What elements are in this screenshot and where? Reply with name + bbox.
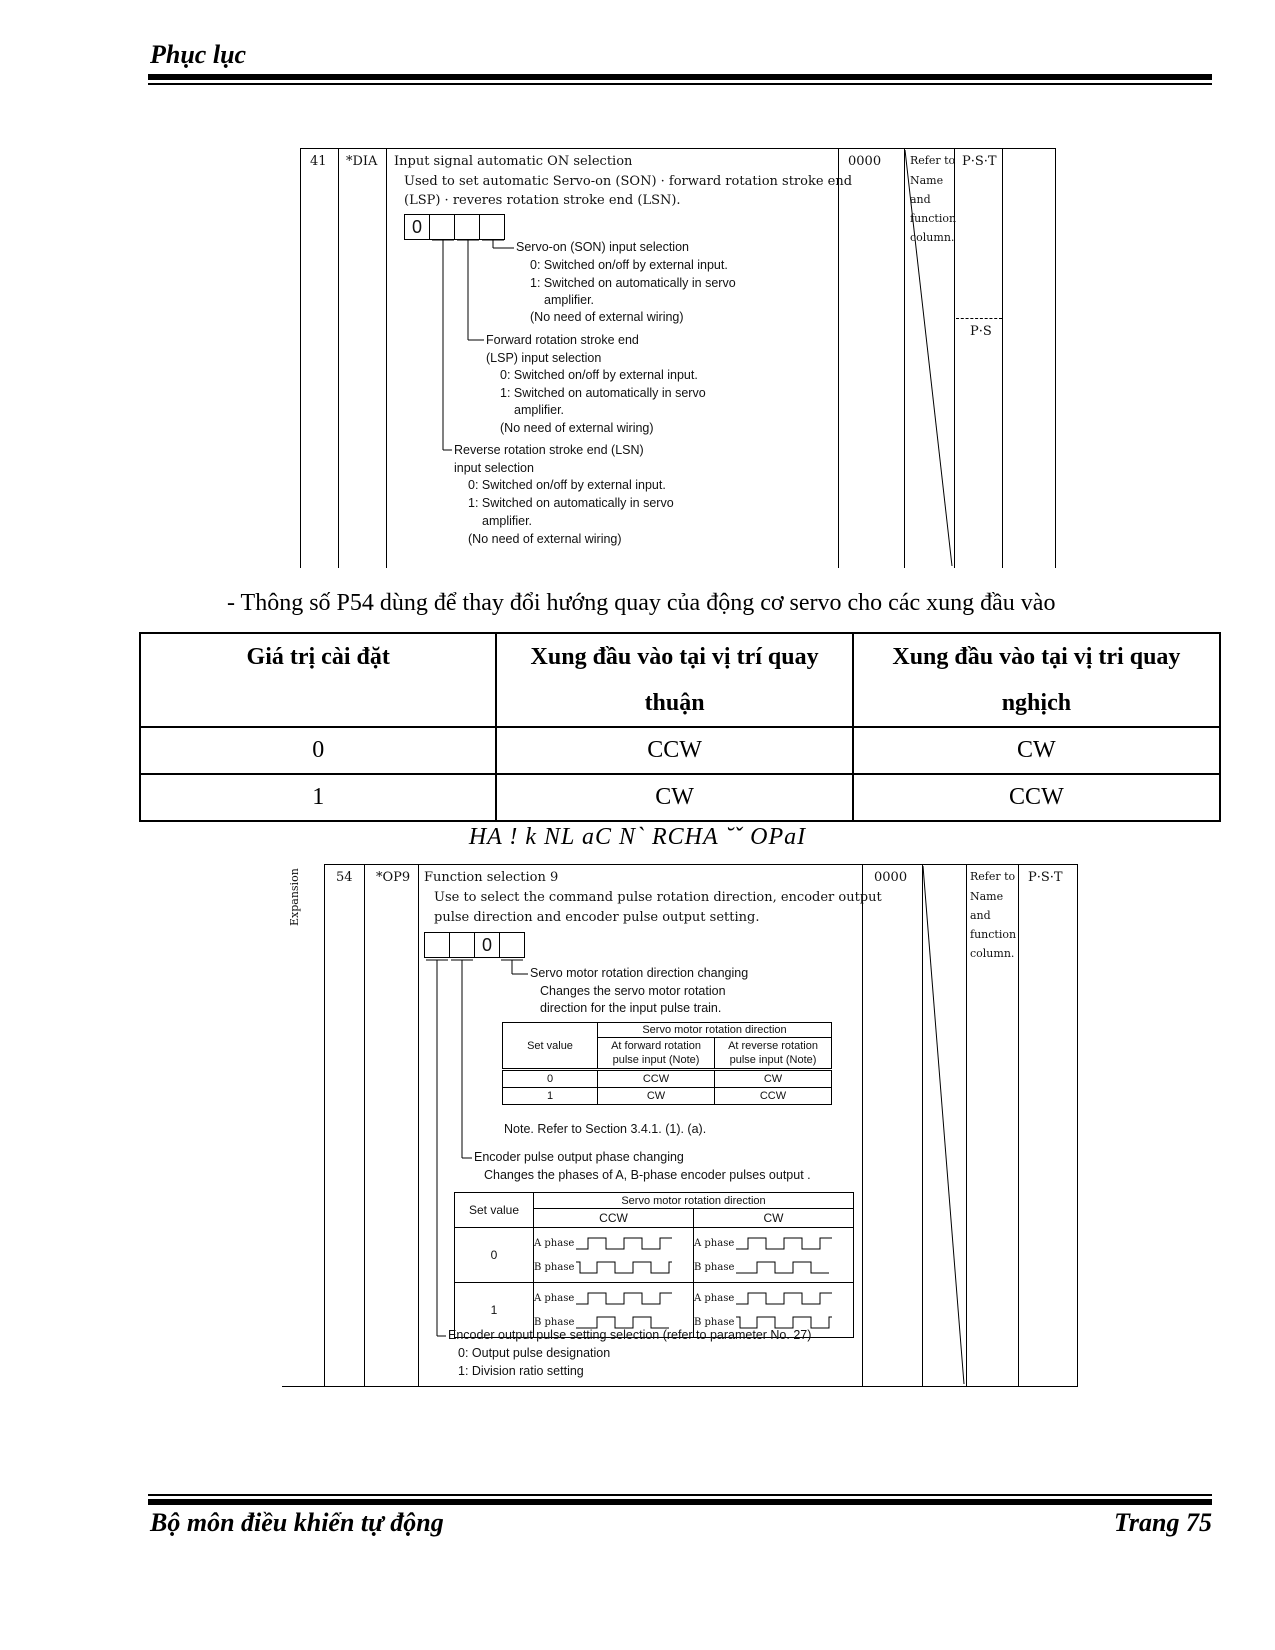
- a-phase-label: A phase: [694, 1292, 735, 1304]
- param41-unit1: Refer to: [910, 154, 956, 167]
- dir-col-fwd-line2: pulse input (Note): [612, 1054, 700, 1066]
- lsn-title2: input selection: [454, 461, 534, 475]
- dir-table-col-fwd: [598, 1038, 715, 1070]
- p54-setting-table: [139, 632, 1221, 822]
- param41-mode2: P·S: [970, 324, 992, 339]
- param54-desc1: Use to select the command pulse rotation direction, encoder output: [434, 890, 882, 905]
- param54-unit1: Refer to: [970, 870, 1016, 883]
- param54-unit2: Name: [970, 890, 1004, 903]
- param54-name: Function selection 9: [424, 870, 559, 885]
- dir-desc2: direction for the input pulse train.: [540, 1001, 722, 1015]
- param41-mode: P·S·T: [962, 154, 997, 169]
- dir-col-fwd-line1: At forward rotation: [611, 1040, 701, 1052]
- lsp-opt1b: amplifier.: [514, 403, 565, 417]
- b-phase-wave: [734, 1259, 834, 1275]
- page-header-title: Phục lục: [150, 40, 247, 69]
- param54-table: [282, 864, 1078, 1388]
- param41-desc2: (LSP) · reveres rotation stroke end (LSN).: [404, 193, 681, 208]
- param54-group: Expansion: [288, 868, 301, 926]
- table-cell: CW: [853, 727, 1220, 774]
- b-phase-label: B phase: [694, 1316, 735, 1328]
- dir-table-setvalue: Set value: [503, 1023, 598, 1070]
- param41-unit5: column.: [910, 231, 955, 244]
- dir-table-row: [503, 1088, 832, 1105]
- header-rule-thick: [148, 74, 1212, 80]
- b-phase-label: B phase: [694, 1261, 735, 1273]
- garbled-caption: HA ! k NL aC N` RCHA ˘ˇ OPaI: [468, 824, 807, 850]
- out-opt0: 0: Output pulse designation: [458, 1346, 611, 1360]
- param41-symbol: *DIA: [346, 154, 378, 169]
- table-header: Xung đầu vào tại vị tri quay nghịch: [853, 633, 1220, 727]
- out-opt1: 1: Division ratio setting: [458, 1364, 584, 1378]
- param41-unit2: Name: [910, 174, 944, 187]
- param54-initial: 0000: [874, 870, 908, 885]
- a-phase-label: A phase: [694, 1237, 735, 1249]
- dir-table: [502, 1022, 832, 1105]
- param41-no: 41: [310, 154, 327, 169]
- dir-table-col-rev: [715, 1038, 832, 1070]
- param41-mode-divider: [956, 318, 1002, 319]
- param41-table: [300, 148, 1056, 568]
- enc-table-group: Servo motor rotation direction: [534, 1193, 854, 1209]
- a-phase-label: A phase: [534, 1237, 575, 1249]
- a-phase-wave: [574, 1290, 674, 1306]
- a-phase-label: A phase: [534, 1292, 575, 1304]
- out-title: Encoder output pulse setting selection (refer to parameter No. 27): [448, 1328, 812, 1342]
- param41-digit-box: 0: [404, 214, 430, 240]
- param54-unit4: function: [970, 928, 1017, 941]
- param54-desc2: pulse direction and encoder pulse output setting.: [434, 910, 760, 925]
- footer-rule-thin: [148, 1494, 1212, 1496]
- dir-title: Servo motor rotation direction changing: [530, 966, 749, 980]
- footer-department: Bộ môn điều khiển tự động: [150, 1508, 444, 1537]
- param41-desc1: Used to set automatic Servo-on (SON) · forward rotation stroke end: [404, 174, 853, 189]
- dir-cell: CW: [715, 1070, 832, 1088]
- param54-unit3: and: [970, 909, 991, 922]
- dir-table-row: [503, 1070, 832, 1088]
- son-title: Servo-on (SON) input selection: [516, 240, 689, 254]
- lsp-note: (No need of external wiring): [500, 421, 654, 435]
- lsn-note: (No need of external wiring): [468, 532, 622, 546]
- dir-desc1: Changes the servo motor rotation: [540, 984, 726, 998]
- param41-diagonal: [904, 148, 957, 568]
- lsp-opt1: 1: Switched on automatically in servo: [500, 386, 706, 400]
- dir-cell: 1: [503, 1088, 598, 1105]
- table-cell: 1: [140, 774, 496, 821]
- footer-rule-thick: [148, 1499, 1212, 1505]
- dir-cell: 0: [503, 1070, 598, 1088]
- lsp-title2: (LSP) input selection: [486, 351, 602, 365]
- param54-mode: P·S·T: [1028, 870, 1063, 885]
- b-phase-wave: [574, 1259, 674, 1275]
- dir-cell: CCW: [715, 1088, 832, 1105]
- param41-unit4: function: [910, 212, 957, 225]
- table-header-row: [140, 633, 1220, 727]
- param54-unit5: column.: [970, 947, 1015, 960]
- footer-page-number: Trang 75: [1114, 1508, 1212, 1537]
- table-header: Giá trị cài đặt: [140, 633, 496, 727]
- param41-name: Input signal automatic ON selection: [394, 154, 633, 169]
- son-opt1b: amplifier.: [544, 293, 595, 307]
- table-cell: 0: [140, 727, 496, 774]
- dir-cell: CCW: [598, 1070, 715, 1088]
- enc-table-setvalue: Set value: [455, 1193, 534, 1228]
- son-opt0: 0: Switched on/off by external input.: [530, 258, 728, 272]
- b-phase-label: B phase: [534, 1261, 575, 1273]
- param54-digit-box: 0: [474, 932, 500, 958]
- lsn-title: Reverse rotation stroke end (LSN): [454, 443, 644, 457]
- p54-paragraph: - Thông số P54 dùng để thay đổi hướng quay của động cơ servo cho các xung đầu vào: [227, 590, 1056, 616]
- enc-title: Encoder pulse output phase changing: [474, 1150, 684, 1164]
- param54-no: 54: [336, 870, 353, 885]
- enc-table: [454, 1192, 854, 1338]
- table-cell: CCW: [853, 774, 1220, 821]
- enc-row0-ccw-wave: [534, 1228, 694, 1283]
- table-header: Xung đầu vào tại vị trí quay thuận: [496, 633, 852, 727]
- enc-row0-cw-wave: [694, 1228, 854, 1283]
- son-opt1: 1: Switched on automatically in servo: [530, 276, 736, 290]
- enc-row1-value: 1: [455, 1283, 534, 1338]
- table-row: [140, 774, 1220, 821]
- a-phase-wave: [574, 1235, 674, 1251]
- dir-cell: CW: [598, 1088, 715, 1105]
- a-phase-wave: [734, 1290, 834, 1306]
- b-phase-label: B phase: [534, 1316, 575, 1328]
- table-cell: CW: [496, 774, 852, 821]
- param41-initial: 0000: [848, 154, 882, 169]
- param54-diagonal: [922, 864, 966, 1386]
- enc-row0-value: 0: [455, 1228, 534, 1283]
- table-row: [140, 727, 1220, 774]
- param41-unit3: and: [910, 193, 931, 206]
- lsn-opt1b: amplifier.: [482, 514, 533, 528]
- lsp-title: Forward rotation stroke end: [486, 333, 639, 347]
- lsp-opt0: 0: Switched on/off by external input.: [500, 368, 698, 382]
- dir-col-rev-line2: pulse input (Note): [729, 1054, 817, 1066]
- a-phase-wave: [734, 1235, 834, 1251]
- header-rule-thin: [148, 83, 1212, 85]
- enc-table-row: [455, 1228, 854, 1283]
- enc-table-cw: CW: [694, 1209, 854, 1228]
- param54-symbol: *OP9: [376, 870, 411, 885]
- dir-note: Note. Refer to Section 3.4.1. (1). (a).: [504, 1122, 707, 1136]
- enc-table-ccw: CCW: [534, 1209, 694, 1228]
- dir-col-rev-line1: At reverse rotation: [728, 1040, 818, 1052]
- lsn-opt0: 0: Switched on/off by external input.: [468, 478, 666, 492]
- lsn-opt1: 1: Switched on automatically in servo: [468, 496, 674, 510]
- son-note: (No need of external wiring): [530, 310, 684, 324]
- enc-desc: Changes the phases of A, B-phase encoder pulses output .: [484, 1168, 811, 1182]
- dir-table-group: Servo motor rotation direction: [598, 1023, 832, 1038]
- table-cell: CCW: [496, 727, 852, 774]
